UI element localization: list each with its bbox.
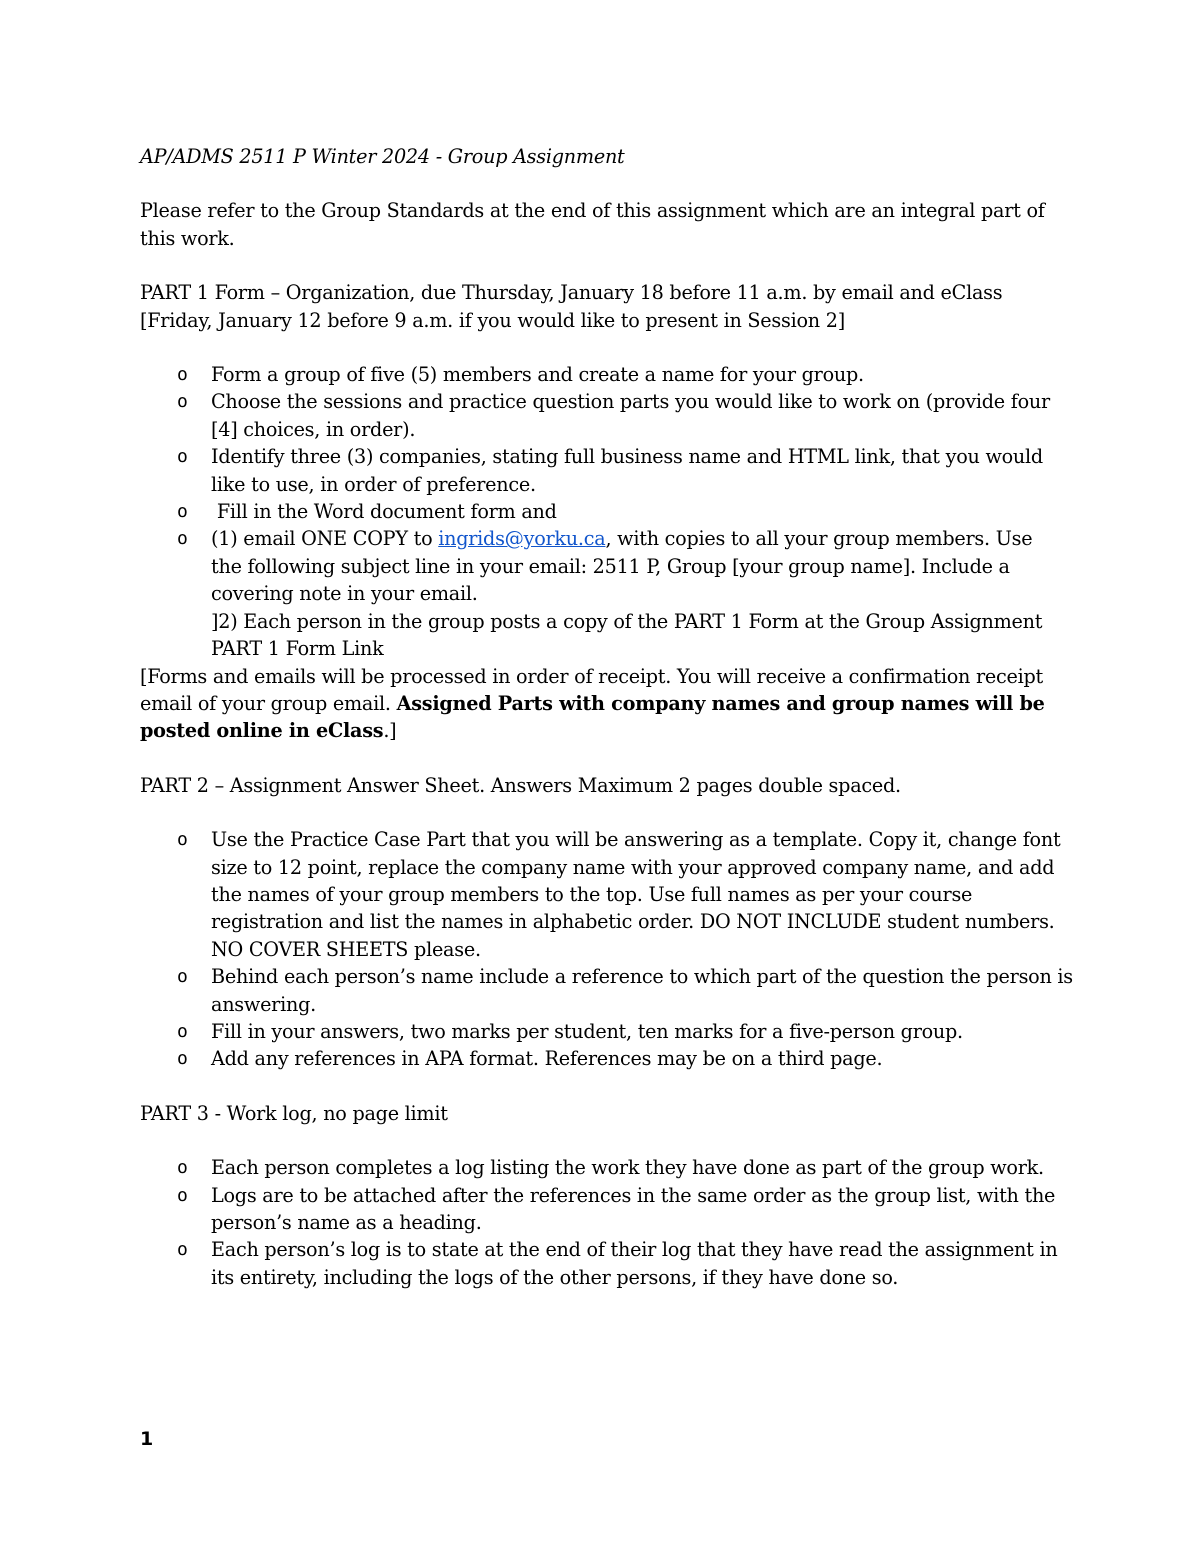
bullet-icon: o [177, 1048, 188, 1070]
part2-heading: PART 2 – Assignment Answer Sheet. Answers Maximum 2 pages double spaced. [140, 773, 901, 797]
part2-section [140, 772, 1073, 1073]
list-item: o Form a group of five (5) members and create a name for your group. [140, 361, 1065, 388]
bullet-icon: o [177, 501, 188, 523]
bullet-icon: o [177, 391, 188, 413]
list-item: o Each person’s log is to state at the end of their log that they have read the assignment in its entirety, including the logs of the other persons, if they have done so. [177, 1238, 1058, 1289]
bullet-icon: o [177, 966, 188, 988]
list-item: o Add any references in APA format. References may be on a third page. [140, 1045, 1065, 1072]
email-list-item: o (1) email ONE COPY to ingrids@yorku.ca, with copies to all your group members. Use the following subject line in your email: 2511 P, Group [your group name]. Include a covering note in your email. ]2) Each person in the group posts a copy of the PART 1 Form at the Group Assignment PART 1 Form Link [177, 527, 1043, 661]
list-item: o Each person completes a log listing the work they have done as part of the group work. [140, 1154, 1065, 1181]
part1-bullet-list [140, 361, 1065, 662]
bullet-icon: o [177, 1184, 188, 1206]
part1-note: [Forms and emails will be processed in order of receipt. You will receive a confirmation receipt email of your group email. Assigned Parts with company names and group names will be posted online in eClass.] [140, 664, 1045, 743]
part3-heading: PART 3 - Work log, no page limit [140, 1101, 448, 1125]
part3-section [140, 1100, 1065, 1291]
bullet-icon: o [177, 1239, 188, 1261]
list-item: o Fill in the Word document form and [140, 498, 1065, 525]
document-page [140, 143, 1073, 1291]
intro-paragraph [140, 197, 1065, 252]
part2-bullet-list [140, 826, 1073, 1073]
intro-line: Please refer to the Group Standards at the end of this assignment which are an integral part of [140, 199, 1045, 223]
bullet-icon: o [177, 1020, 188, 1042]
bullet-icon: o [177, 829, 188, 851]
list-item: o Behind each person’s name include a reference to which part of the question the person is answering. [177, 965, 1073, 1016]
part1-heading-note: [Friday, January 12 before 9 a.m. if you would like to present in Session 2] [140, 308, 845, 332]
list-item: o Choose the sessions and practice question parts you would like to work on (provide four [4] choices, in order). [177, 390, 1050, 441]
email-link[interactable]: ingrids@yorku.ca [438, 527, 606, 551]
part1-heading: PART 1 Form – Organization, due Thursday, January 18 before 11 a.m. by email and eClass [140, 281, 1003, 305]
intro-line: this work. [140, 226, 235, 250]
part1-section [140, 279, 1065, 745]
bullet-icon: o [177, 364, 188, 386]
bullet-icon: o [177, 528, 188, 550]
list-item: o Identify three (3) companies, stating full business name and HTML link, that you would like to use, in order of preference. [177, 445, 1043, 496]
bullet-icon: o [177, 446, 188, 468]
document-title: AP/ADMS 2511 P Winter 2024 - Group Assignment [140, 145, 625, 168]
list-item: o Use the Practice Case Part that you will be answering as a template. Copy it, change font size to 12 point, replace the company name with your approved company name, and add the names of your group members to the top. Use full names as per your course registration and list the names in alphabetic order. DO NOT INCLUDE student numbers. NO COVER SHEETS please. [177, 828, 1061, 961]
part3-bullet-list [140, 1154, 1065, 1291]
bullet-icon: o [177, 1157, 188, 1179]
list-item: o Fill in your answers, two marks per student, ten marks for a five-person group. [140, 1018, 1065, 1045]
list-item: o Logs are to be attached after the references in the same order as the group list, with the person’s name as a heading. [177, 1183, 1056, 1234]
page-number: 1 [140, 1428, 154, 1450]
